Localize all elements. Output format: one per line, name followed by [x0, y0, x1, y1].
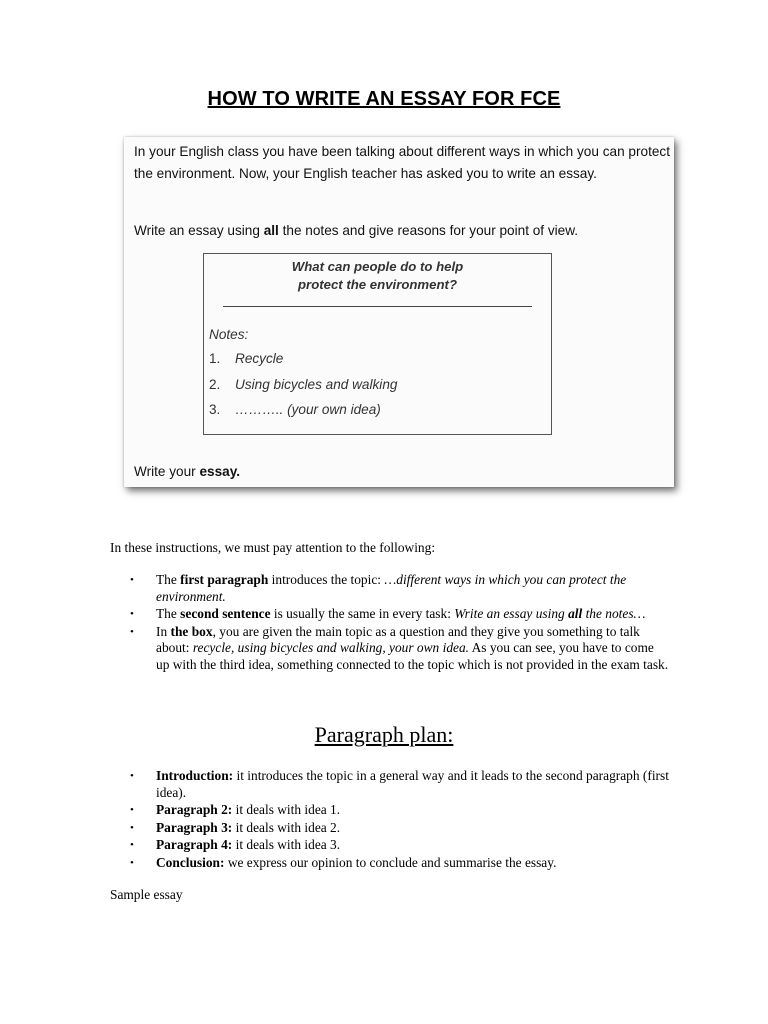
note-number: 1. [209, 351, 221, 366]
italic-run: …different ways in which you can protect the environment. [156, 572, 627, 604]
note-text: ……….. (your own idea) [235, 402, 381, 417]
instructions-list [130, 572, 670, 674]
plan-text: it deals with idea 2. [232, 819, 341, 835]
instruction-text-end: the notes and give reasons for your point of view. [278, 223, 579, 238]
list-item [130, 768, 670, 801]
paragraph-plan-heading: Paragraph plan: [314, 722, 454, 747]
notes-label: Notes: [209, 327, 249, 342]
footer-text: Write your [134, 464, 200, 479]
list-item [130, 802, 670, 819]
bullet-icon: • [130, 856, 134, 869]
plan-label: Paragraph 4: [156, 837, 233, 852]
bullet-icon: • [130, 770, 134, 782]
plan-text: it deals with idea 3. [232, 837, 341, 852]
plan-text: it introduces the topic in a general way and it leads to the second paragraph (first idea). [156, 768, 669, 800]
text-run: The [156, 606, 181, 621]
text-run: The [156, 572, 181, 587]
instruction-bold: all [263, 223, 279, 238]
note-item [209, 377, 397, 392]
bullet-icon: • [130, 804, 134, 816]
notes-box [203, 253, 552, 435]
plan-text: we express our opinion to conclude and summarise the essay. [224, 854, 557, 870]
list-item [130, 837, 670, 854]
bold-run: the box [170, 623, 213, 639]
task-footer [134, 464, 240, 479]
instructions-intro: In these instructions, we must pay attention to the following: [110, 540, 436, 555]
italic-run: the notes… [582, 606, 646, 621]
plan-text: it deals with idea 1. [232, 802, 341, 817]
paragraph-plan-list [130, 768, 670, 872]
list-item [130, 855, 670, 872]
text-run: is usually the same in every task: [270, 606, 455, 621]
note-number: 3. [209, 402, 221, 417]
page-title: HOW TO WRITE AN ESSAY FOR FCE [207, 88, 561, 110]
note-text: Using bicycles and walking [235, 377, 398, 392]
footer-bold: essay. [199, 464, 241, 479]
list-item [130, 606, 670, 623]
text-run: , you are given the main topic as a question and they give you something to talk about: [156, 623, 640, 655]
bold-italic-run: all [568, 606, 583, 621]
task-instruction [134, 220, 670, 242]
bold-run: second sentence [180, 606, 271, 621]
plan-label: Paragraph 3: [156, 819, 233, 835]
exam-task-card [124, 137, 674, 487]
notes-divider [223, 306, 532, 307]
text-run: As you can see, you have to come up with the third idea, something connected to the topic which is not provided in the exam task. [156, 640, 669, 672]
note-text: Recycle [235, 351, 284, 366]
bullet-icon: • [130, 625, 134, 638]
bullet-icon: • [130, 839, 134, 851]
note-number: 2. [209, 377, 221, 392]
note-item [209, 351, 283, 366]
list-item [130, 820, 670, 837]
italic-run: recycle, using bicycles and walking, your own idea. [192, 640, 470, 655]
bullet-icon: • [130, 574, 134, 586]
text-run: In [156, 623, 171, 639]
instruction-text: Write an essay using [134, 223, 264, 238]
italic-run: Write an essay using [454, 606, 569, 621]
text-run: introduces the topic: [268, 572, 385, 587]
list-item [130, 572, 670, 605]
bullet-icon: • [130, 608, 134, 620]
bold-run: first paragraph [180, 572, 269, 587]
bullet-icon: • [130, 821, 134, 834]
question-line-1: What can people do to help [291, 259, 464, 274]
notes-question [204, 258, 551, 294]
sample-essay-label: Sample essay [110, 887, 183, 902]
plan-label: Conclusion: [156, 854, 225, 870]
plan-label: Introduction: [156, 768, 234, 783]
question-line-2: protect the environment? [298, 277, 457, 292]
plan-label: Paragraph 2: [156, 802, 233, 817]
note-item [209, 402, 381, 417]
task-intro: In your English class you have been talking about different ways in which you can protect the environment. Now, your English teacher has asked you to write an essay. [134, 144, 670, 181]
list-item [130, 624, 670, 674]
